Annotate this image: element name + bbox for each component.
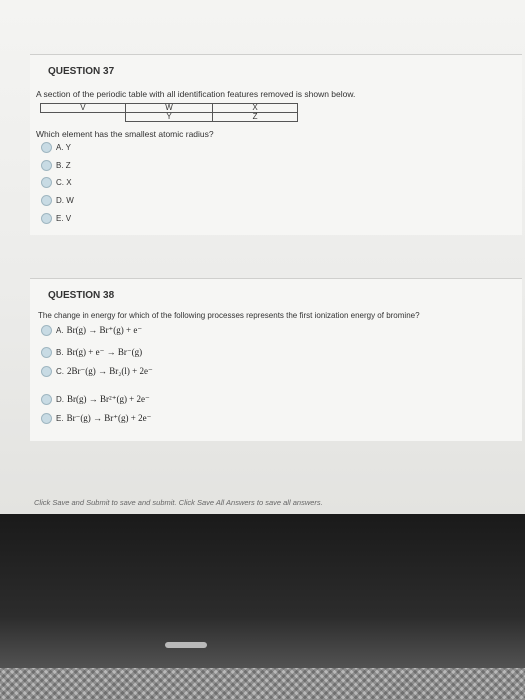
option-expression: Br(g) + e⁻ → Br⁻(g) [66,346,143,357]
radio-button[interactable] [41,213,52,224]
cell-z: Z [213,113,298,122]
question-38-panel [30,278,522,441]
option-label: A. Y [56,142,71,152]
q37-option-d[interactable] [41,194,74,206]
option-label: D. W [56,195,74,205]
cell-v: V [41,104,126,113]
question-38-prompt: The change in energy for which of the following processes represents the first ionization energy of bromine? [38,311,420,320]
option-label: B. Z [56,160,71,170]
q38-option-c[interactable] [41,365,153,377]
q38-option-e[interactable] [41,412,151,424]
radio-button[interactable] [41,413,52,424]
radio-button[interactable] [41,366,52,377]
option-expression: Br(g) → Br⁺(g) + e⁻ [66,324,143,335]
question-37-intro: A section of the periodic table with all identification features removed is shown below. [36,89,356,99]
radio-button[interactable] [41,195,52,206]
question-38-title: QUESTION 38 [48,290,115,301]
option-label: E. [56,413,64,423]
radio-button[interactable] [41,347,52,358]
speaker-grille [0,668,525,700]
question-37-panel [30,54,522,235]
radio-button[interactable] [41,394,52,405]
q38-option-a[interactable] [41,324,142,336]
radio-button[interactable] [41,325,52,336]
periodic-table-section [40,103,298,122]
q37-option-a[interactable] [41,141,71,153]
q37-option-e[interactable] [41,212,71,224]
cell-x: X [213,104,298,113]
option-label: C. [56,366,64,376]
option-label: D. [56,394,64,404]
option-expression: Br(g) → Br²⁺(g) + 2e⁻ [67,393,150,404]
question-37-title: QUESTION 37 [48,66,115,77]
cell-w: W [125,104,212,113]
q37-option-c[interactable] [41,176,72,188]
option-expression: Br⁻(g) → Br⁺(g) + 2e⁻ [66,412,152,423]
option-expression: 2Br⁻(g) → Br₂(l) + 2e⁻ [67,365,153,376]
q38-option-d[interactable] [41,393,150,405]
laptop-hinge [165,642,207,648]
option-label: C. X [56,177,72,187]
radio-button[interactable] [41,142,52,153]
cell-y: Y [125,113,212,122]
cell-empty [41,113,126,122]
q37-option-b[interactable] [41,159,71,171]
radio-button[interactable] [41,160,52,171]
q38-option-b[interactable] [41,346,142,358]
question-37-prompt: Which element has the smallest atomic radius? [36,129,214,139]
option-label: B. [56,347,64,357]
radio-button[interactable] [41,177,52,188]
option-label: A. [56,325,64,335]
submit-instructions: Click Save and Submit to save and submit. Click Save All Answers to save all answers. [34,498,323,507]
option-label: E. V [56,213,72,223]
